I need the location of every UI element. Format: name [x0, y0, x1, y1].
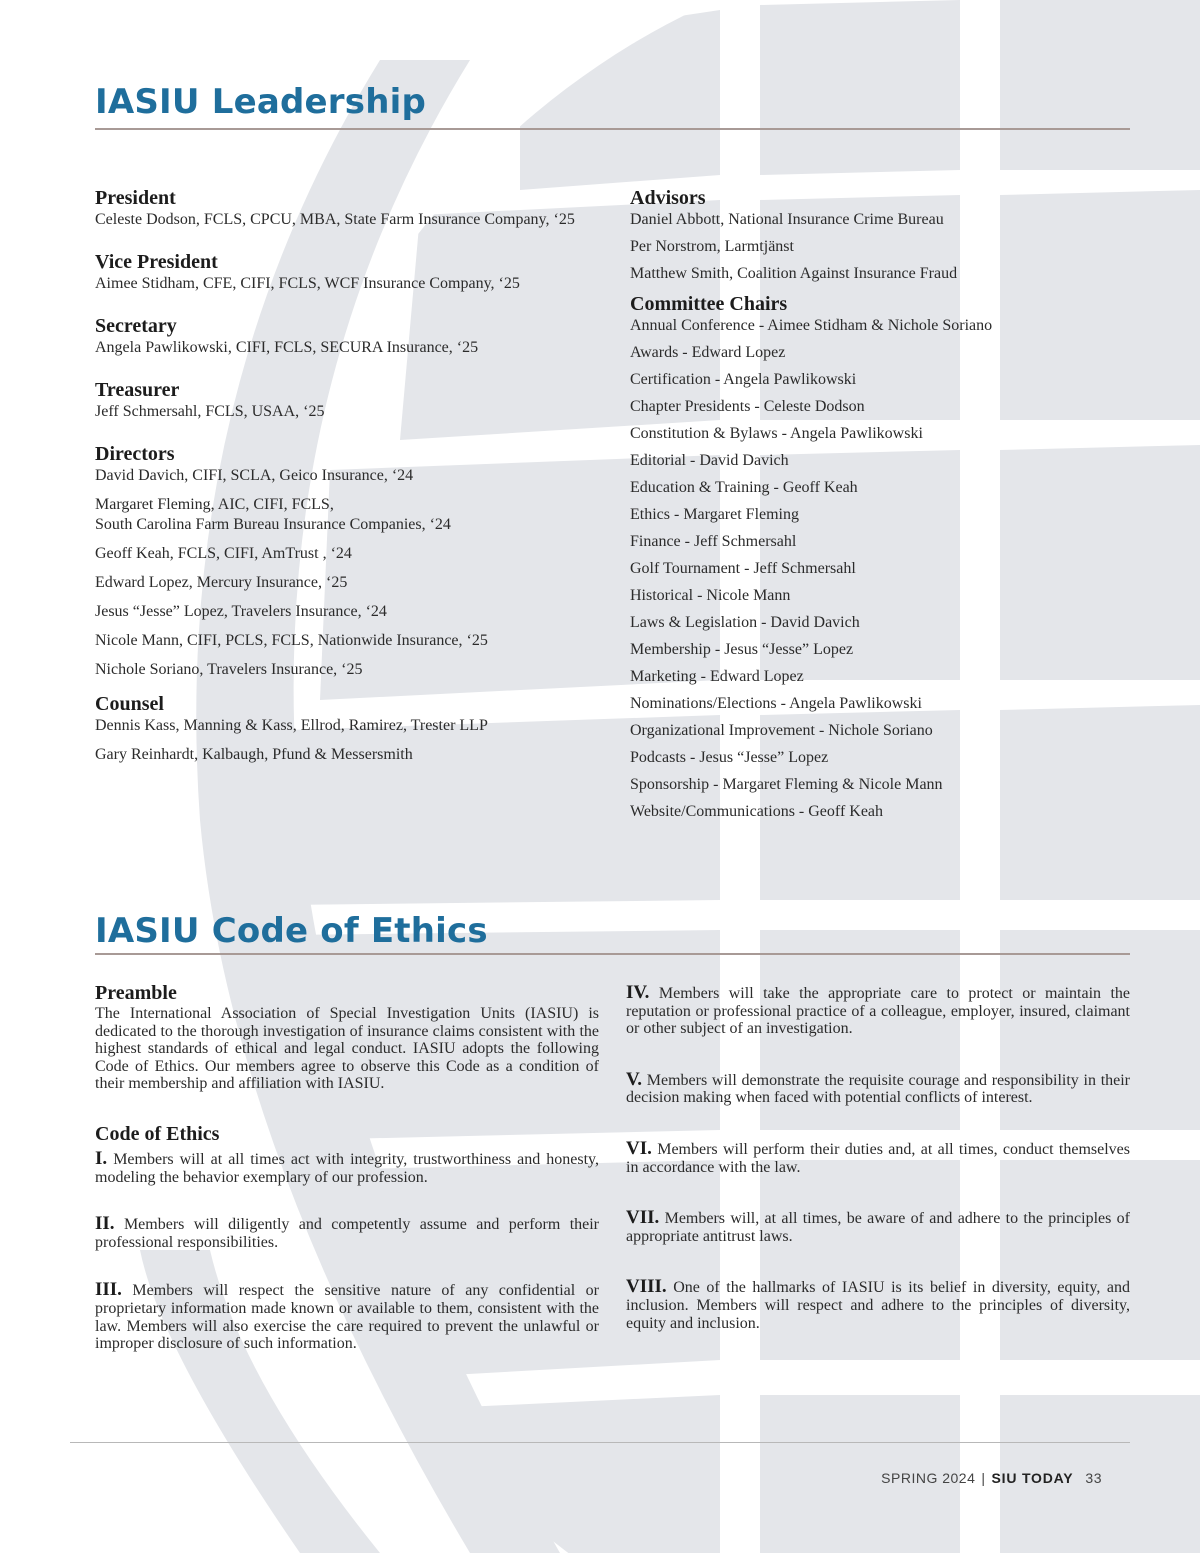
- committee-chairs-heading: Committee Chairs: [630, 293, 788, 315]
- secretary-name: Angela Pawlikowski, CIFI, FCLS, SECURA Insurance, ‘25: [95, 339, 479, 356]
- counsel-item: Dennis Kass, Manning & Kass, Ellrod, Ramirez, Trester LLP: [95, 717, 488, 734]
- committee-item: Golf Tournament - Jeff Schmersahl: [630, 560, 856, 577]
- article-text: Members will respect the sensitive nature of any confidential or proprietary information made known or available to them, consistent with the law. Members will also exercise the care required to prevent the unlawful or improper disclosure of such information.: [95, 1282, 600, 1353]
- article-text: Members will at all times act with integrity, trustworthiness and honesty, modeling the behavior exemplary of our profession.: [95, 1150, 599, 1186]
- article-numeral: II.: [95, 1213, 115, 1235]
- article-numeral: VIII.: [626, 1276, 667, 1298]
- committee-item: Sponsorship - Margaret Fleming & Nicole Mann: [630, 776, 943, 793]
- advisors-block: [630, 186, 1130, 284]
- article-text: Members will perform their duties and, at all times, conduct themselves in accordance with the law.: [626, 1140, 1131, 1176]
- ethics-article: [626, 984, 1130, 1038]
- treasurer-name: Jeff Schmersahl, FCLS, USAA, ‘25: [95, 403, 325, 420]
- committee-item: Nominations/Elections - Angela Pawlikowski: [630, 695, 922, 712]
- director-item: Edward Lopez, Mercury Insurance, ‘25: [95, 574, 348, 591]
- committee-item: Marketing - Edward Lopez: [630, 668, 804, 685]
- committee-item: Chapter Presidents - Celeste Dodson: [630, 398, 865, 415]
- ethics-article: [626, 1137, 1131, 1176]
- leadership-title-rule: [95, 128, 1130, 130]
- committee-item: Podcasts - Jesus “Jesse” Lopez: [630, 749, 829, 766]
- ethics-article: [95, 1281, 599, 1352]
- article-text: Members will diligently and competently assume and perform their professional responsibilities.: [95, 1216, 600, 1251]
- article-text: One of the hallmarks of IASIU is its belief in diversity, equity, and inclusion. Members will respect and adhere to the principles of diversity, equity and inclusion.: [626, 1279, 1131, 1332]
- directors-block: [95, 442, 615, 680]
- secretary-heading: Secretary: [95, 315, 177, 337]
- article-numeral: I.: [95, 1147, 108, 1169]
- article-text: Members will demonstrate the requisite courage and responsibility in their decision making when faced with potential conflicts of interest.: [626, 1071, 1131, 1107]
- ethics-article: [95, 1215, 599, 1251]
- ethics-left-column: [95, 981, 599, 1353]
- president-block: [95, 186, 615, 230]
- counsel-item: Gary Reinhardt, Kalbaugh, Pfund & Messersmith: [95, 746, 413, 763]
- vice-president-block: [95, 250, 615, 294]
- leadership-left-column: [95, 186, 615, 774]
- director-item: David Davich, CIFI, SCLA, Geico Insurance, ‘24: [95, 467, 414, 484]
- advisor-item: Matthew Smith, Coalition Against Insurance Fraud: [630, 265, 958, 282]
- page-footer: [881, 1470, 1102, 1486]
- committee-item: Education & Training - Geoff Keah: [630, 479, 858, 496]
- director-item: Margaret Fleming, AIC, CIFI, FCLS,: [95, 496, 334, 513]
- ethics-article: [95, 1147, 599, 1186]
- leadership-right-column: [630, 186, 1130, 829]
- vice-president-name: Aimee Stidham, CFE, CIFI, FCLS, WCF Insurance Company, ‘25: [95, 275, 520, 292]
- footer-magazine-name: SIU TODAY: [991, 1470, 1074, 1486]
- advisors-heading: Advisors: [630, 187, 706, 209]
- advisor-item: Per Norstrom, Larmtjänst: [630, 238, 794, 255]
- committee-item: Ethics - Margaret Fleming: [630, 506, 799, 523]
- ethics-article: [626, 1068, 1131, 1107]
- preamble-text: The International Association of Special Investigation Units (IASIU) is dedicated to the thorough investigation of insurance claims consistent with the highest standards of ethical and legal conduct. IASIU adopts the following Code of Ethics. Our members agree to observe this Code as a condition of their membership and affiliation with IASIU.: [95, 1005, 599, 1093]
- director-item: Nichole Soriano, Travelers Insurance, ‘25: [95, 661, 363, 678]
- committee-chairs-block: [630, 292, 1130, 822]
- vice-president-heading: Vice President: [95, 251, 218, 273]
- committee-item: Historical - Nicole Mann: [630, 587, 791, 604]
- footer-separator: |: [981, 1470, 986, 1486]
- committee-item: Constitution & Bylaws - Angela Pawlikowski: [630, 425, 923, 442]
- ethics-right-column: [626, 984, 1130, 1332]
- article-text: Members will take the appropriate care to protect or maintain the reputation or professional practice of a colleague, employer, insured, claimant or other subject of an investigation.: [626, 985, 1131, 1038]
- advisor-item: Daniel Abbott, National Insurance Crime Bureau: [630, 211, 944, 228]
- preamble-heading: Preamble: [95, 982, 177, 1004]
- treasurer-block: [95, 378, 615, 422]
- committee-item: Website/Communications - Geoff Keah: [630, 803, 884, 820]
- committee-item: Finance - Jeff Schmersahl: [630, 533, 797, 550]
- committee-item: Annual Conference - Aimee Stidham & Nichole Soriano: [630, 317, 993, 334]
- treasurer-heading: Treasurer: [95, 379, 180, 401]
- counsel-block: [95, 692, 615, 765]
- leadership-title: IASIU Leadership: [95, 82, 427, 122]
- committee-item: Editorial - David Davich: [630, 452, 789, 469]
- article-numeral: III.: [95, 1279, 122, 1301]
- committee-item: Laws & Legislation - David Davich: [630, 614, 860, 631]
- article-text: Members will, at all times, be aware of and adhere to the principles of appropriate antitrust laws.: [626, 1210, 1131, 1245]
- ethics-article: [626, 1209, 1130, 1245]
- committee-item: Membership - Jesus “Jesse” Lopez: [630, 641, 854, 658]
- article-numeral: VII.: [626, 1207, 660, 1229]
- code-of-ethics-heading: Code of Ethics: [95, 1122, 220, 1145]
- ethics-title-rule: [95, 953, 1130, 955]
- secretary-block: [95, 314, 615, 358]
- president-heading: President: [95, 187, 176, 209]
- article-numeral: V.: [626, 1068, 643, 1090]
- director-item: Nicole Mann, CIFI, PCLS, FCLS, Nationwide Insurance, ‘25: [95, 632, 488, 649]
- director-item: Jesus “Jesse” Lopez, Travelers Insurance, ‘24: [95, 603, 387, 620]
- committee-item: Awards - Edward Lopez: [630, 344, 786, 361]
- ethics-article: [626, 1278, 1130, 1332]
- directors-heading: Directors: [95, 443, 175, 465]
- article-numeral: IV.: [626, 982, 650, 1003]
- footer-rule: [70, 1442, 1130, 1443]
- footer-issue: SPRING 2024: [881, 1470, 976, 1486]
- committee-item: Certification - Angela Pawlikowski: [630, 371, 857, 388]
- counsel-heading: Counsel: [95, 693, 164, 715]
- ethics-title: IASIU Code of Ethics: [95, 911, 488, 951]
- article-numeral: VI.: [626, 1137, 652, 1159]
- president-name: Celeste Dodson, FCLS, CPCU, MBA, State Farm Insurance Company, ‘25: [95, 211, 575, 228]
- director-item-continued: South Carolina Farm Bureau Insurance Companies, ‘24: [95, 516, 451, 533]
- director-item: Geoff Keah, FCLS, CIFI, AmTrust , ‘24: [95, 545, 352, 562]
- page-number: 33: [1085, 1470, 1102, 1486]
- committee-item: Organizational Improvement - Nichole Soriano: [630, 722, 933, 739]
